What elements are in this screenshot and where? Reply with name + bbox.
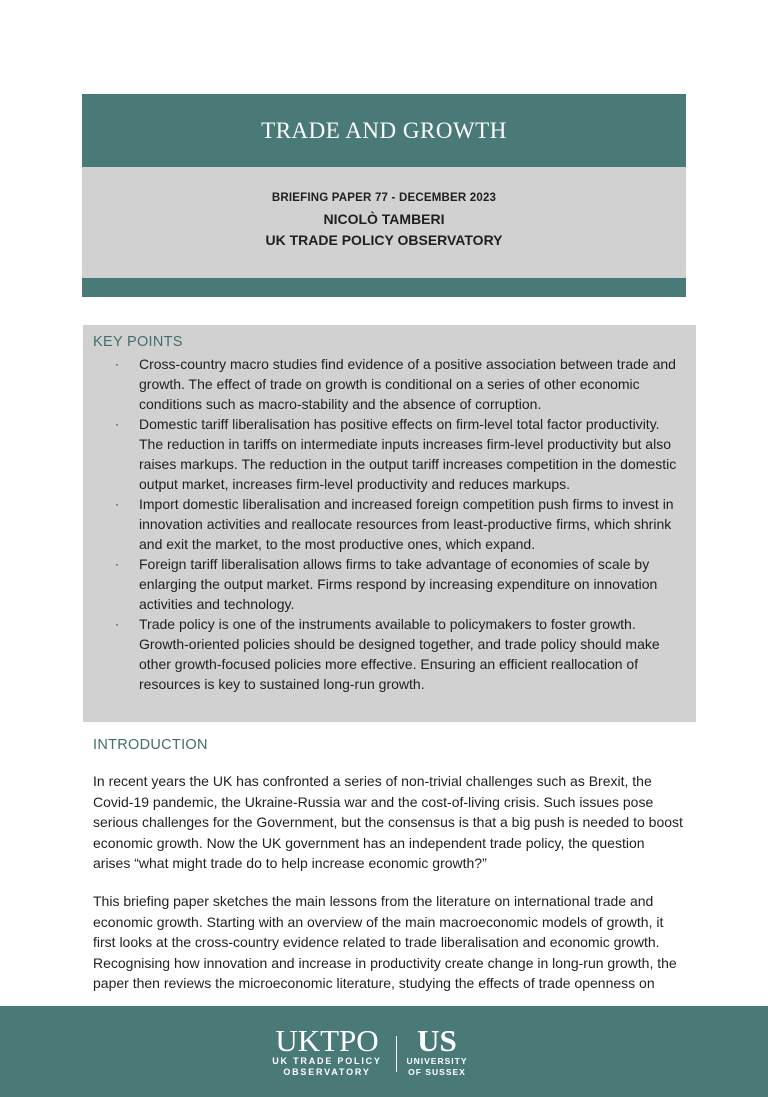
uktpo-subtitle-line1: UK TRADE POLICY [272,1056,382,1066]
sussex-logo [406,1023,468,1078]
document-title: TRADE AND GROWTH [261,117,507,143]
logo-divider [396,1036,397,1072]
key-point-text: Foreign tariff liberalisation allows firms to take advantage of economies of scale by enlarging the output market. Firms respond by increasing expenditure on innovation activities and technology. [139,556,658,612]
introduction-paragraph-1: In recent years the UK has confronted a series of non-trivial challenges such as Brexit, the Covid-19 pandemic, the Ukraine-Russia war and the cost-of-living crisis. Such issues pose serious challenges for the Government, but the consensus is that a big push is needed to boost economic growth. Now the UK government has an independent trade policy, the question arises “what might trade do to help increase economic growth?” [93,773,683,871]
key-point-text: Cross-country macro studies find evidence of a positive association between trade and growth. The effect of trade on growth is conditional on a series of other economic conditions such as macro-stability and the absence of corruption. [139,356,676,412]
key-points-box [83,325,696,722]
bullet-icon: · [115,357,119,371]
uktpo-logo [270,1023,384,1078]
sussex-wordmark: US [417,1023,457,1058]
title-banner [82,94,686,167]
key-point-item [93,354,678,414]
key-point-text: Import domestic liberalisation and increased foreign competition push firms to invest in innovation activities and reallocate resources from least-productive firms, which shrink and exit the market, to the most productive ones, which expand. [139,496,674,552]
uktpo-wordmark: UKTPO [275,1023,379,1058]
key-point-item [93,554,678,614]
bullet-icon: · [115,497,119,511]
key-point-item [93,494,678,554]
introduction-heading: INTRODUCTION [93,737,208,753]
introduction-paragraph-2: This briefing paper sketches the main lessons from the literature on international trade and economic growth. Starting with an overview of the main macroeconomic models of growth, it first looks at the cross-country evidence related to trade liberalisation and economic growth. Recognising how innovation and increase in productivity create change in long-run growth, the paper then reviews the microeconomic literature, studying the effects of trade openness on [93,893,677,991]
info-box-strip [82,278,686,297]
footer-band [0,1006,768,1097]
key-point-item [93,614,678,694]
paper-info-box [82,167,686,278]
key-points-list [93,354,678,694]
sussex-subtitle-line1: UNIVERSITY [406,1056,468,1066]
sussex-subtitle-line2: OF SUSSEX [408,1067,466,1077]
author-organisation: UK TRADE POLICY OBSERVATORY [265,232,503,248]
uktpo-subtitle-line2: OBSERVATORY [283,1067,371,1077]
key-point-item [93,414,678,494]
bullet-icon: · [115,417,119,431]
bullet-icon: · [115,557,119,571]
key-points-heading: KEY POINTS [93,334,183,350]
paper-series: BRIEFING PAPER 77 - DECEMBER 2023 [271,192,497,204]
bullet-icon: · [115,617,119,631]
key-point-text: Domestic tariff liberalisation has positive effects on firm-level total factor productivity. The reduction in tariffs on intermediate inputs increases firm-level productivity but also raises markups. The reduction in the output tariff increases competition in the domestic output market, increases firm-level productivity and reduces markups. [139,416,677,492]
author-name: NICOLÒ TAMBERI [323,211,445,227]
key-point-text: Trade policy is one of the instruments available to policymakers to foster growth. Growth-oriented policies should be designed together, and trade policy should make other growth-focused policies more effective. Ensuring an efficient reallocation of resources is key to sustained long-run growth. [139,616,660,692]
